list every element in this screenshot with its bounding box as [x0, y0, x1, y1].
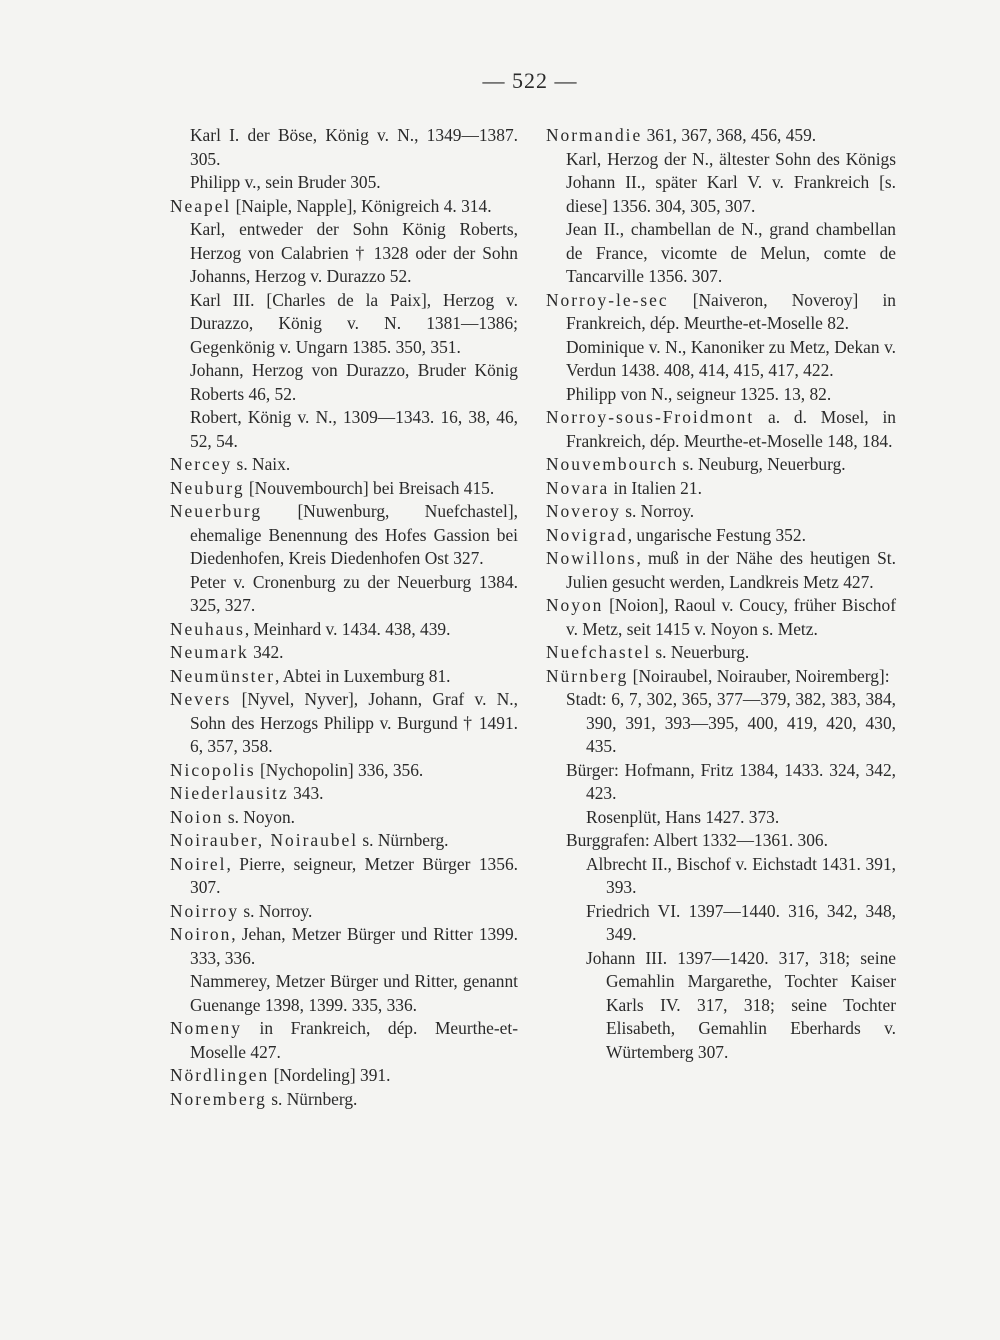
index-entry: [546, 406, 896, 453]
entry-headword: Normandie: [546, 125, 643, 145]
index-entry: [170, 688, 518, 759]
index-entry: [170, 195, 518, 219]
entry-headword: Norroy-sous-Froidmont: [546, 407, 755, 427]
entry-headword: Noirauber, Noiraubel: [170, 830, 359, 850]
entry-text: Karl, Herzog der N., ältester Sohn des Königs Johann II., später Karl V. v. Frankreich [s. diese] 1356. 304, 305, 307.: [566, 148, 896, 216]
index-column-right: [546, 124, 896, 1064]
page-number: — 522 —: [482, 68, 578, 93]
entry-text: [Noion], Raoul v. Coucy, früher Bischof v. Metz, seit 1415 v. Noyon s. Metz.: [566, 595, 896, 639]
entry-headword: Nördlingen: [170, 1065, 270, 1085]
entry-headword: Noirroy: [170, 900, 240, 921]
index-entry: [170, 124, 518, 171]
index-entry: [170, 1017, 518, 1064]
entry-headword: Norroy-le-sec: [546, 289, 669, 310]
index-entry: [546, 594, 896, 641]
index-column-left: [170, 124, 518, 1111]
entry-headword: Nevers: [170, 689, 232, 709]
entry-headword: Nercey: [170, 454, 233, 474]
index-entry: [170, 477, 518, 501]
index-entry: [546, 806, 896, 830]
index-entry: [546, 218, 896, 289]
entry-headword: Neuburg: [170, 477, 245, 498]
entry-headword: Noiron: [170, 924, 232, 944]
entry-text: 343.: [288, 783, 324, 803]
index-entry: [170, 359, 518, 406]
entry-text: Dominique v. N., Kanoniker zu Metz, Dekan v. Verdun 1438. 408, 414, 415, 417, 422.: [566, 336, 896, 380]
index-entry: [170, 1064, 518, 1088]
entry-text: Karl, entweder der Sohn König Roberts, Herzog von Calabrien † 1328 oder der Sohn Johanns, Herzog v. Durazzo 52.: [190, 219, 518, 286]
entry-text: Johann III. 1397—1420. 317, 318; seine Gemahlin Margarethe, Tochter Kaiser Karls IV. 317, 318; seine Tochter Elisabeth, Gemahlin Eberhards v. Würtemberg 307.: [586, 947, 896, 1062]
index-entry: [546, 383, 896, 407]
index-entry: [170, 1088, 518, 1112]
entry-headword: Noveroy: [546, 501, 621, 521]
entry-headword: Nowillons: [546, 548, 637, 568]
entry-headword: Neuhaus: [170, 618, 245, 639]
index-entry: [546, 453, 896, 477]
index-entry: [546, 688, 896, 759]
entry-text: s. Neuerburg.: [651, 642, 750, 662]
entry-text: [Naiveron, Noveroy] in Frankreich, dép. Meurthe-et-Moselle 82.: [566, 289, 896, 333]
index-entry: [170, 853, 518, 900]
index-entry: [170, 782, 518, 806]
entry-headword: Neuerburg: [170, 501, 263, 521]
index-entry: [546, 547, 896, 594]
entry-text: Jean II., chambellan de N., grand chambellan de France, vicomte de Melun, comte de Tancarville 1356. 307.: [566, 219, 896, 286]
entry-text: Rosenplüt, Hans 1427. 373.: [586, 806, 780, 827]
index-entry: [170, 806, 518, 830]
index-entry: [170, 218, 518, 289]
entry-text: s. Nürnberg.: [358, 830, 449, 850]
index-entry: [170, 829, 518, 853]
entry-headword: Neumark: [170, 642, 249, 662]
entry-text: [Naiple, Napple], Königreich 4. 314.: [231, 195, 492, 216]
entry-headword: Niederlausitz: [170, 783, 289, 803]
index-entry: [170, 970, 518, 1017]
index-entry: [546, 853, 896, 900]
entry-text: Johann, Herzog von Durazzo, Bruder König Roberts 46, 52.: [190, 360, 518, 404]
entry-text: , Jehan, Metzer Bürger und Ritter 1399. 333, 336.: [190, 924, 518, 968]
entry-text: s. Neuburg, Neuerburg.: [678, 454, 846, 474]
entry-text: a. d. Mosel, in Frankreich, dép. Meurthe-et-Moselle 148, 184.: [566, 407, 896, 451]
index-entry: [170, 500, 518, 571]
index-entry: [170, 571, 518, 618]
entry-text: Robert, König v. N., 1309—1343. 16, 38, 46, 52, 54.: [190, 407, 518, 451]
index-entry: [170, 453, 518, 477]
entry-text: [Nuwenburg, Nuefchastel], ehemalige Benennung des Hofes Gassion bei Diedenhofen, Kreis Diedenhofen Ost 327.: [190, 501, 518, 568]
entry-text: in Frankreich, dép. Meurthe-et-Moselle 427.: [190, 1018, 518, 1062]
index-entry: [546, 336, 896, 383]
entry-text: , muß in der Nähe des heutigen St. Julien gesucht werden, Landkreis Metz 427.: [566, 548, 896, 592]
index-entry: [546, 900, 896, 947]
entry-headword: Nuefchastel: [546, 642, 652, 662]
entry-text: 361, 367, 368, 456, 459.: [642, 125, 817, 145]
entry-headword: Noirel: [170, 853, 227, 874]
entry-headword: Novara: [546, 477, 610, 498]
entry-text: s. Norroy.: [239, 900, 313, 921]
entry-headword: Neumünster: [170, 665, 276, 686]
index-entry: [546, 500, 896, 524]
entry-text: [Noiraubel, Noirauber, Noiremberg]:: [628, 665, 890, 686]
entry-text: s. Naix.: [232, 454, 291, 474]
entry-text: Peter v. Cronenburg zu der Neuerburg 1384. 325, 327.: [190, 571, 518, 615]
index-entry: [170, 289, 518, 360]
index-entry: [546, 759, 896, 806]
index-entry: [546, 289, 896, 336]
entry-text: in Italien 21.: [609, 477, 702, 498]
entry-text: Bürger: Hofmann, Fritz 1384, 1433. 324, 342, 423.: [566, 759, 896, 803]
entry-headword: Nicopolis: [170, 759, 256, 780]
index-entry: [170, 923, 518, 970]
entry-text: Albrecht II., Bischof v. Eichstadt 1431. 391, 393.: [586, 853, 896, 897]
entry-text: s. Noyon.: [223, 806, 295, 827]
index-entry: [170, 618, 518, 642]
entry-text: [Nordeling] 391.: [269, 1065, 391, 1085]
entry-text: , Meinhard v. 1434. 438, 439.: [244, 618, 451, 639]
index-entry: [546, 124, 896, 148]
entry-text: s. Nürnberg.: [266, 1088, 358, 1109]
entry-text: [Nychopolin] 336, 356.: [255, 759, 424, 780]
entry-text: , Pierre, seigneur, Metzer Bürger 1356. 307.: [190, 853, 518, 897]
entry-headword: Noremberg: [170, 1088, 267, 1109]
entry-headword: Nouvembourch: [546, 454, 679, 474]
index-entry: [546, 665, 896, 689]
entry-text: [Nyvel, Nyver], Johann, Graf v. N., Sohn des Herzogs Philipp v. Burgund † 1491. 6, 357, 358.: [190, 689, 518, 756]
entry-headword: Nürnberg: [546, 665, 629, 686]
entry-headword: Noion: [170, 806, 224, 827]
index-entry: [546, 477, 896, 501]
entry-text: Philipp v., sein Bruder 305.: [190, 172, 381, 192]
entry-text: , Abtei in Luxemburg 81.: [275, 665, 451, 686]
index-entry: [170, 900, 518, 924]
entry-text: Karl I. der Böse, König v. N., 1349—1387. 305.: [190, 125, 518, 169]
entry-headword: Neapel: [170, 195, 232, 216]
entry-text: Karl III. [Charles de la Paix], Herzog v. Durazzo, König v. N. 1381—1386; Gegenkönig v. Ungarn 1385. 350, 351.: [190, 289, 518, 357]
entry-text: , ungarische Festung 352.: [627, 524, 806, 545]
entry-text: Philipp von N., seigneur 1325. 13, 82.: [566, 383, 832, 404]
entry-text: Friedrich VI. 1397—1440. 316, 342, 348, 349.: [586, 900, 896, 944]
entry-headword: Novigrad: [546, 524, 628, 545]
index-entry: [170, 171, 518, 195]
index-entry: [546, 524, 896, 548]
index-entry: [170, 759, 518, 783]
index-entry: [170, 641, 518, 665]
entry-text: Nammerey, Metzer Bürger und Ritter, genannt Guenange 1398, 1399. 335, 336.: [190, 971, 518, 1015]
entry-headword: Noyon: [546, 595, 604, 615]
index-entry: [170, 665, 518, 689]
entry-text: Stadt: 6, 7, 302, 365, 377—379, 382, 383, 384, 390, 391, 393—395, 400, 419, 420, 430, 435.: [566, 689, 896, 756]
entry-text: s. Norroy.: [620, 501, 695, 521]
index-entry: [546, 829, 896, 853]
entry-text: [Nouvembourch] bei Breisach 415.: [244, 477, 495, 498]
index-entry: [170, 406, 518, 453]
index-entry: [546, 148, 896, 219]
entry-text: 342.: [248, 642, 284, 662]
entry-text: Burggrafen: Albert 1332—1361. 306.: [566, 830, 828, 850]
index-entry: [546, 947, 896, 1065]
index-entry: [546, 641, 896, 665]
entry-headword: Nomeny: [170, 1018, 242, 1038]
